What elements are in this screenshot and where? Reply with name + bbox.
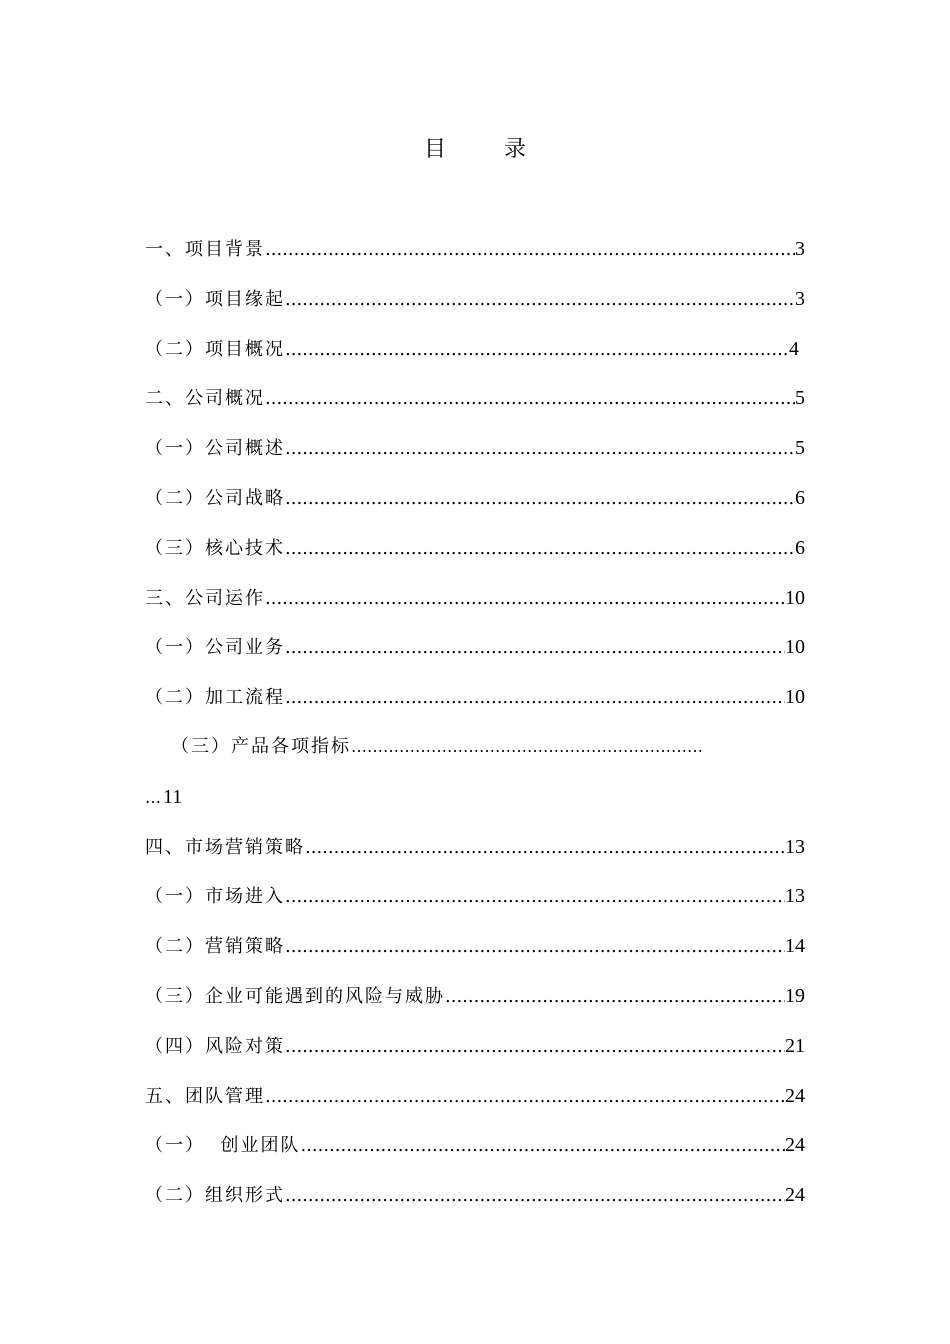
toc-entry[interactable] [145,979,805,1029]
toc-entry-page: 6 [795,486,805,509]
toc-entry[interactable] [145,680,805,730]
toc-entry[interactable] [145,879,805,929]
toc-entry-page: 13 [785,835,805,858]
toc-entry[interactable] [145,630,805,680]
toc-leader-dots [305,831,785,865]
toc-entry-page: 24 [785,1084,805,1107]
toc-leader-dots [445,980,785,1014]
toc-entry-label: （一）公司概述 [145,438,285,460]
toc-leader-dots [285,1179,785,1213]
toc-entry[interactable] [145,1079,805,1129]
toc-leader-dots [285,930,785,964]
toc-entry-page: 19 [785,984,805,1007]
toc-entry-label: 三、公司运作 [145,587,265,609]
toc-entry-page: 11 [163,785,183,808]
toc-leader-dots [285,482,795,516]
toc-entry[interactable] [145,481,805,531]
toc-entry[interactable] [145,232,805,282]
toc-entry-page: 24 [785,1134,805,1157]
toc-entry[interactable] [145,830,805,880]
toc-leader-ellipsis: ………………………………………………………… [351,736,703,756]
toc-leader-ellipsis: … [145,787,161,807]
toc-entry-label: （三）产品各项指标 [171,735,351,757]
toc-leader-dots [285,1030,785,1064]
toc-leader-dots [300,1129,785,1163]
toc-entry-label: （二）营销策略 [145,936,285,958]
toc-entry[interactable] [145,282,805,332]
toc-entry[interactable] [145,381,805,431]
toc-title-char-1: 目 [423,137,446,162]
toc-entry-page: 10 [785,636,805,659]
toc-entry-label: （一）项目缘起 [145,288,285,310]
toc-entry-label: 四、市场营销策略 [145,836,305,858]
toc-entry[interactable] [145,581,805,631]
toc-entry-page: 3 [795,238,805,260]
toc-leader-dots [285,631,785,665]
toc-entry-page: 21 [785,1034,805,1057]
toc-entry[interactable] [145,1128,805,1178]
toc-entry-label: 一、项目背景 [145,239,265,260]
toc-entry-label: （二）公司战略 [145,487,285,509]
toc-leader-dots [285,880,785,914]
toc-leader-dots [285,681,785,715]
toc-leader-dots [265,582,785,616]
toc-entry-label: （一）市场进入 [145,886,285,908]
toc-entry-page: 4 [789,337,799,360]
toc-entry-label: （一） 创业团队 [145,1135,301,1157]
toc-leader-dots [285,283,795,317]
toc-title [0,134,950,166]
toc-entry-page: 10 [785,686,805,709]
toc-leader-dots [265,233,795,267]
toc-entry[interactable] [145,1178,805,1228]
toc-entry-page: 5 [795,387,805,410]
toc-entry-label: （三）核心技术 [145,537,285,559]
toc-entry-page: 3 [795,287,805,310]
toc-entry-page: 5 [795,437,805,460]
toc-entry-label: （二）组织形式 [145,1185,285,1207]
toc-entry-page: 14 [785,935,805,958]
toc-entry[interactable] [145,431,805,481]
toc-leader-dots [265,1080,785,1114]
toc-leader-dots [285,432,795,466]
toc-title-char-2: 录 [504,137,527,162]
toc-entry-label: 二、公司概况 [145,388,265,410]
toc-entry-page: 6 [795,536,805,559]
toc-leader-dots [265,382,795,416]
toc-entry[interactable] [145,730,805,780]
toc-leader-dots [285,333,789,367]
toc-entry-label: （三）企业可能遇到的风险与威胁 [145,985,445,1007]
table-of-contents [145,232,805,1228]
toc-leader-dots [285,532,795,566]
toc-entry[interactable] [145,332,805,382]
toc-entry[interactable] [145,929,805,979]
toc-entry-continuation[interactable] [145,780,805,830]
toc-entry[interactable] [145,1029,805,1079]
toc-entry-label: 五、团队管理 [145,1085,265,1107]
toc-entry-page: 13 [785,885,805,908]
toc-entry[interactable] [145,531,805,581]
toc-entry-page: 10 [785,586,805,609]
toc-entry-label: （二）项目概况 [145,338,285,360]
toc-entry-label: （四）风险对策 [145,1035,285,1057]
toc-entry-label: （二）加工流程 [145,687,285,709]
toc-entry-page: 24 [785,1184,805,1207]
toc-entry-label: （一）公司业务 [145,637,285,659]
